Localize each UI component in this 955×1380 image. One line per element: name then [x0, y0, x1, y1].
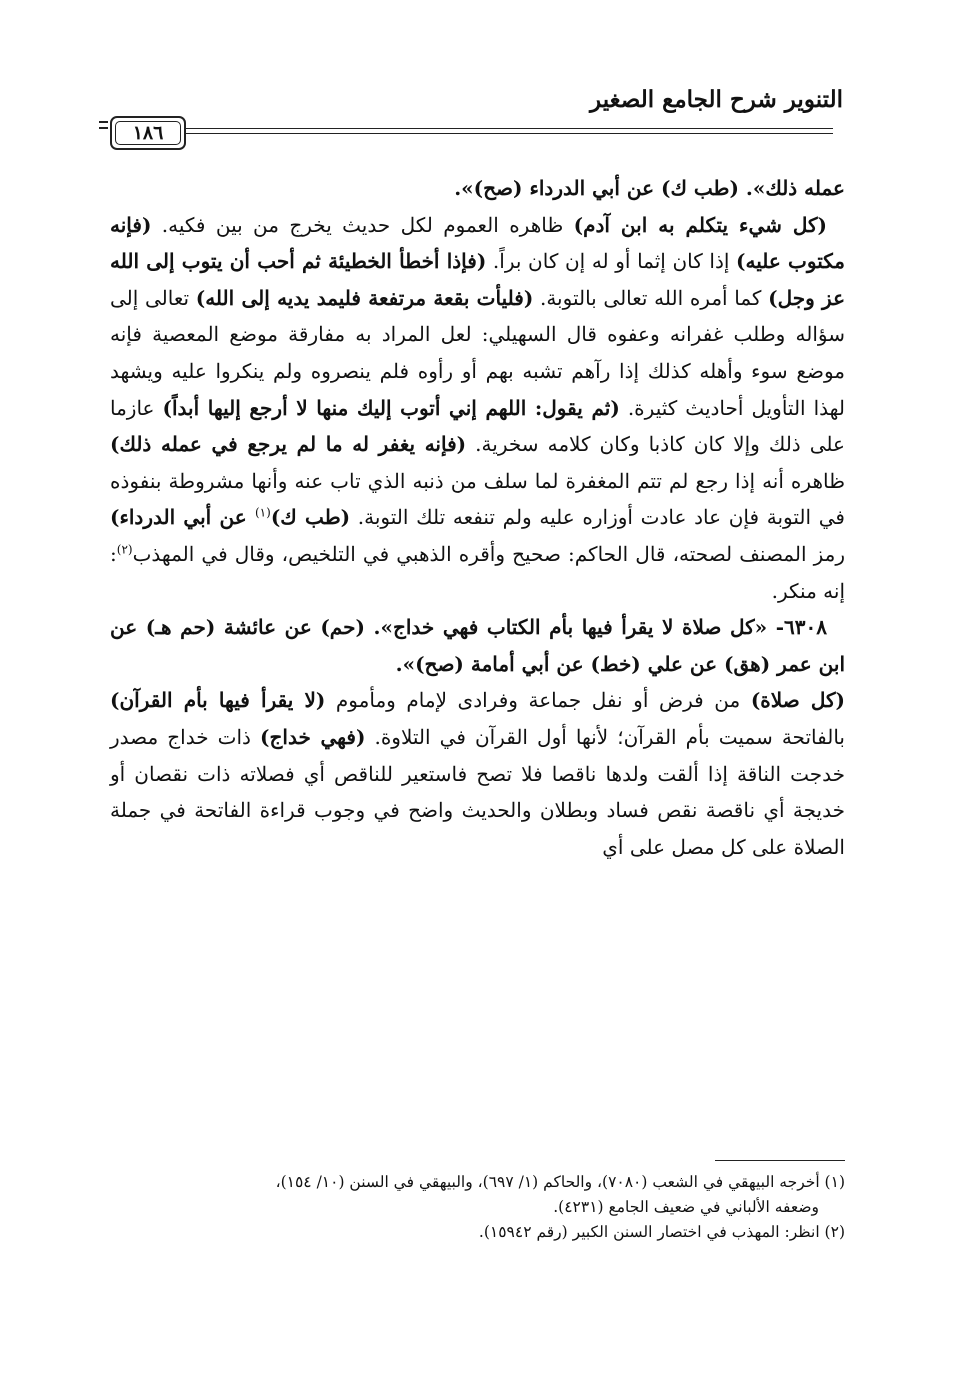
- footnote-ref-1[interactable]: (١): [254, 505, 271, 520]
- matn-text: (كل صلاة): [750, 688, 845, 713]
- sharh-text: : إنه منكر.: [110, 541, 845, 603]
- header-rule-bottom: [110, 133, 833, 134]
- hadith-6308: [110, 609, 845, 682]
- footnote-2: (٢) انظر: المهذب في اختصار السنن الكبير (رقم ١٥٩٤٢).: [478, 1223, 845, 1241]
- matn-text: (طب ك): [270, 505, 351, 530]
- paragraph-4: [110, 682, 845, 865]
- paragraph-1: عمله ذلك». (طب ك) عن أبي الدرداء (صح)».: [454, 176, 845, 200]
- matn-text: (لا يقرأ فيها بأم القرآن): [110, 688, 326, 713]
- footnote-separator: [715, 1160, 845, 1161]
- matn-text: (فإذا أخطأ الخطيئة ثم أحب أن يتوب إلى الله عز وجل): [110, 249, 846, 310]
- matn-text: (فليأت بقعة مرتفعة فليمد يديه إلى الله): [195, 285, 534, 310]
- matn-text: (ثم يقول: اللهم إني أتوب إليك منها لا أرجع إليها أبداً): [162, 395, 620, 420]
- sharh-text: تعالى إلى سؤاله وطلب غفرانه وعفوه قال السهيلي: لعل المراد به مفارقة موضع المعصية فإنه موضع سوء وأهله كذلك إذا رآهم تشبه بهم أو رأوه فلم ينصروه ولم ينكروا عليه ويشهد لهذا التأويل أحاديث كثيرة.: [110, 285, 845, 420]
- sharh-text: من فرض أو نفل جماعة وفرادى لإمام ومأموم: [325, 688, 751, 713]
- footnote-1-continued: وضعفه الألباني في ضعيف الجامع (٤٢٣١).: [553, 1198, 819, 1216]
- sharh-text: إذا كان إثما أو له إن كان براً.: [486, 249, 737, 274]
- matn-text: (كل شيء يتكلم به ابن آدم): [573, 212, 827, 237]
- main-text: [110, 170, 845, 865]
- hadith-number: ٦٣٠٨-: [767, 615, 827, 640]
- matn-text: (فإنه مكتوب عليه): [110, 212, 845, 274]
- sharh-text: ظاهره أنه إذا رجع لم تتم المغفرة لما سلف من ذنبه الذي تاب عنه وأنها مشروطة بنفوذه في التوبة فإن عاد عادت أوزاره عليه ولم تنفعه تلك التوبة.: [110, 468, 845, 530]
- footnote-1: (١) أخرجه البيهقي في الشعب (٧٠٨٠)، والحاكم (١/ ٦٩٧)، والبيهقي في السنن (١٠/ ١٥٤)،: [275, 1173, 845, 1191]
- matn-text: (فإنه يغفر له ما لم يرجع في عمله ذلك): [110, 432, 467, 457]
- matn-text: (فهي خداج): [260, 724, 366, 749]
- hadith-text: «كل صلاة لا يقرأ فيها بأم الكتاب فهي خداج». (حم) عن عائشة (حم هـ) عن ابن عمر (هق) عن علي (خط) عن أبي أمامة (صح)».: [110, 615, 845, 676]
- footnote-ref-2[interactable]: (٢): [116, 542, 133, 557]
- sharh-text: عازما على ذلك وإلا كان كاذبا وكان كلامه سخرية.: [110, 395, 845, 457]
- sharh-text: ظاهره العموم لكل حديث يخرج من بين فكيه.: [151, 212, 574, 237]
- page-number-box: [110, 116, 186, 150]
- sharh-text: ذات خداج مصدر خدجت الناقة إذا ألقت ولدها ناقصا فلا تصح فاستعير للناقص أي فصلاته ذات نقصان أو خديجة أي ناقصة نقص فساد وبطلان والحديث واضح في وجوب قراءة الفاتحة في جملة الصلاة على كل مصل على أي: [110, 724, 845, 859]
- page-number: ١٨٦: [132, 122, 164, 144]
- matn-text: عن أبي الدرداء): [110, 505, 255, 530]
- header-ornament: [99, 121, 108, 123]
- running-header-title: التنوير شرح الجامع الصغير: [590, 86, 843, 113]
- footnotes: [110, 1170, 845, 1245]
- sharh-text: رمز المصنف لصحته، قال الحاكم: صحيح وأقره الذهبي في التلخيص، وقال في المهذب: [132, 541, 845, 566]
- header-rule-top: [110, 128, 833, 129]
- sharh-text: كما أمره الله تعالى بالتوبة.: [533, 285, 769, 310]
- sharh-text: بالفاتحة سميت بأم القرآن؛ لأنها أول القرآن في التلاوة.: [365, 724, 846, 749]
- paragraph-2: [110, 207, 845, 610]
